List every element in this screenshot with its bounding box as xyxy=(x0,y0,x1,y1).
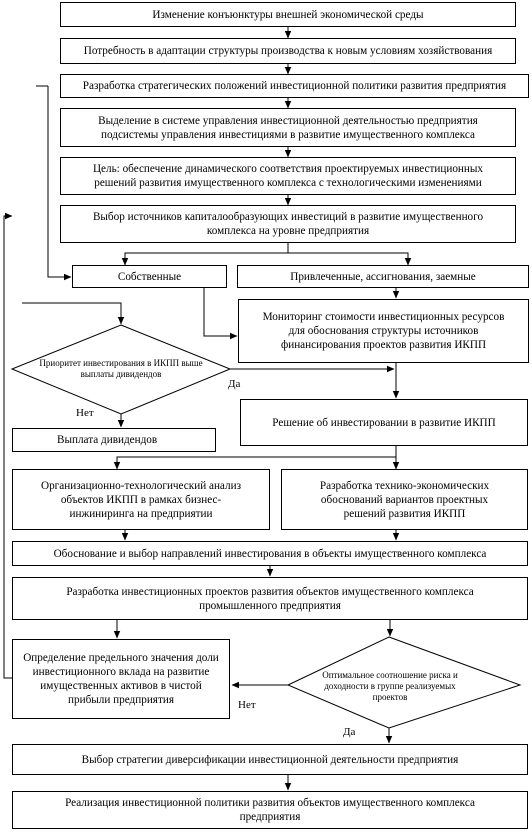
direction-choice-box: Обоснование и выбор направлений инвестирования в объекты имущественного комплекса xyxy=(12,541,528,566)
risk-decision-label: Оптимальное соотношение риска и доходности в группе реализуемых проектов xyxy=(322,669,458,702)
arrow-own-to-monitoring xyxy=(204,288,237,336)
arrow-loop-to-priority xyxy=(22,303,121,324)
priority-decision-label: Приоритет инвестирования в ИКПП выше выплаты дивидендов xyxy=(39,358,203,379)
cost-monitoring-box: Мониторинг стоимости инвестиционных ресурсов для обоснования структуры источников финансирования проектов развития ИКПП xyxy=(238,299,529,363)
arrow-selection-to-own xyxy=(125,243,288,265)
source-selection-box: Выбор источников капиталообразующих инвестиций в развитие имущественного комплекса на уровне предприятия xyxy=(60,205,516,243)
priority-no-label: Нет xyxy=(76,407,94,419)
strategy-development-box: Разработка стратегических положений инвестиционной политики развития предприятия xyxy=(60,74,529,98)
attracted-sources-box: Привлеченные, ассигнования, заемные xyxy=(237,265,529,288)
goal-box: Цель: обеспечение динамического соответствия проектируемых инвестиционных решений развития имущественного комплекса с технологическими изменениями xyxy=(60,157,516,195)
adaptation-need-box: Потребность в адаптации структуры производства к новым условиям хозяйствования xyxy=(60,38,516,64)
risk-no-label: Нет xyxy=(238,699,256,711)
diversification-strategy-box: Выбор стратегии диверсификации инвестиционной деятельности предприятия xyxy=(12,744,528,775)
dividend-payment-box: Выплата дивидендов xyxy=(12,428,216,452)
risk-yes-label: Да xyxy=(343,726,356,738)
priority-yes-label: Да xyxy=(228,378,241,390)
own-sources-box: Собственные xyxy=(72,265,227,288)
policy-implementation-box: Реализация инвестиционной политики развития объектов имущественного комплекса предприятия xyxy=(12,791,528,829)
arrow-outer-feedback xyxy=(4,216,12,678)
subsystem-allocation-box: Выделение в системе управления инвестиционной деятельностью предприятия подсистемы управления инвестициями в развитие имущественного комплекса xyxy=(60,108,516,147)
arrow-selection-to-attracted xyxy=(288,253,408,265)
limit-determination-box: Определение предельного значения доли инвестиционного вклада на развитие имущественных активов в чистой прибыли предприятия xyxy=(12,639,230,719)
environment-change-box: Изменение конъюнктуры внешней экономической среды xyxy=(60,2,516,27)
org-tech-analysis-box: Организационно-технологический анализ объектов ИКПП в рамках бизнес-инжиниринга на предприятии xyxy=(12,469,270,530)
project-development-box: Разработка инвестиционных проектов развития объектов имущественного комплекса промышленного предприятия xyxy=(12,577,528,620)
investment-decision-box: Решение об инвестировании в развитие ИКПП xyxy=(240,399,528,446)
feasibility-studies-box: Разработка технико-экономических обоснований вариантов проектных решений развития ИКПП xyxy=(281,469,528,530)
